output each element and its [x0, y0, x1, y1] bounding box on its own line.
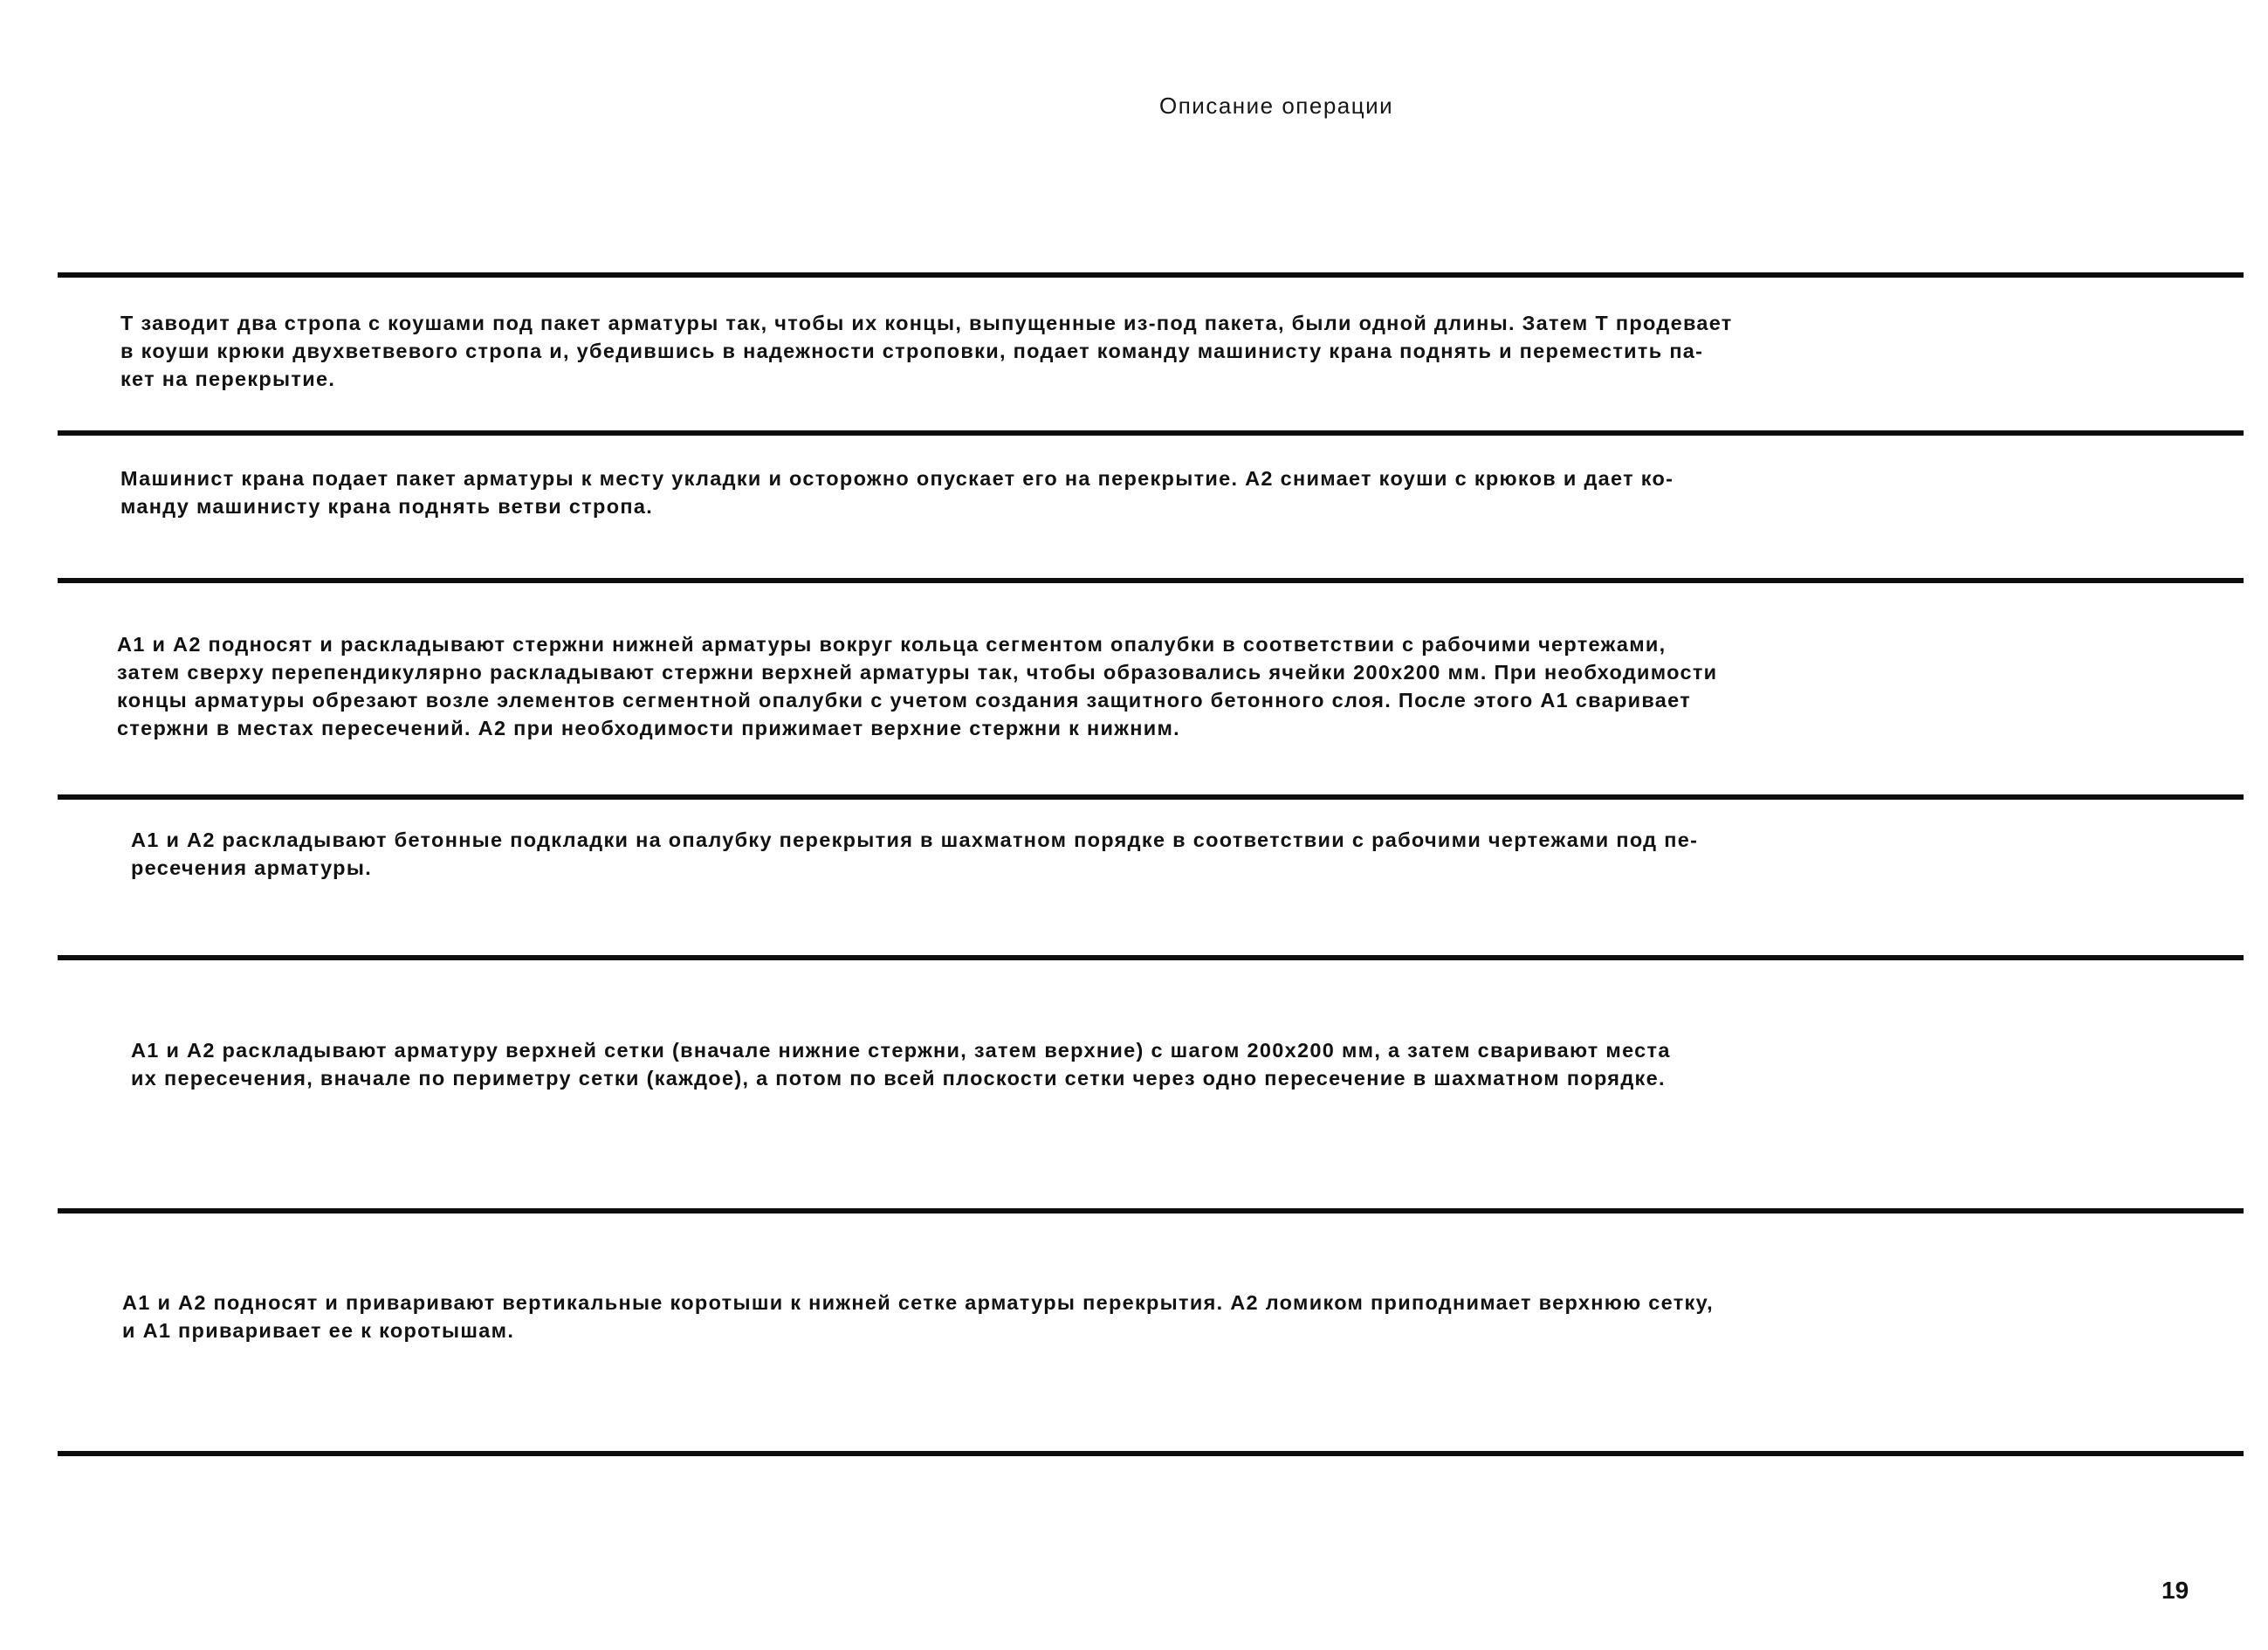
operation-text-line: Т заводит два стропа с коушами под пакет арматуры так, чтобы их концы, выпущенные из-под пакета, были одной длины. Затем Т продевает [120, 312, 1733, 334]
page-title: Описание операции [1159, 93, 1394, 119]
operation-text-line: их пересечения, вначале по периметру сетки (каждое), а потом по всей плоскости сетки через одно пересечение в шахматном порядке. [131, 1067, 1666, 1090]
divider-rule [58, 955, 2244, 960]
operation-text-line: А1 и А2 раскладывают бетонные подкладки на опалубку перекрытия в шахматном порядке в соответствии с рабочими чертежами под пе- [131, 828, 1699, 851]
operation-step-5 [131, 1036, 2104, 1092]
operation-step-3 [117, 630, 2090, 742]
divider-rule [58, 430, 2244, 436]
operation-text-line: в коуши крюки двухветвевого стропа и, убедившись в надежности строповки, подает команду машинисту крана поднять и переместить па- [120, 340, 1704, 362]
operation-text-line: манду машинисту крана поднять ветви стропа. [120, 495, 654, 518]
operation-text-line: стержни в местах пересечений. А2 при необходимости прижимает верхние стержни к нижним. [117, 717, 1180, 739]
operation-text-line: концы арматуры обрезают возле элементов сегментной опалубки с учетом создания защитного бетонного слоя. После этого А1 сваривает [117, 689, 1692, 712]
operation-text-line: и А1 приваривает ее к коротышам. [122, 1319, 515, 1342]
operation-text-line: А1 и А2 подносят и приваривают вертикальные коротыши к нижней сетке арматуры перекрытия. А2 ломиком приподнимает верхнюю сетку, [122, 1291, 1714, 1314]
divider-rule [58, 272, 2244, 278]
operation-text-line: затем сверху перепендикулярно раскладывают стержни верхней арматуры так, чтобы образовались ячейки 200х200 мм. При необходимости [117, 661, 1718, 684]
operation-step-6 [122, 1289, 2095, 1344]
operation-step-4 [131, 826, 2104, 882]
operation-step-1 [120, 309, 2093, 393]
divider-rule [58, 1208, 2244, 1213]
page-number: 19 [2161, 1577, 2189, 1604]
divider-rule [58, 794, 2244, 800]
operation-step-2 [120, 464, 2093, 520]
operation-text-line: А1 и А2 подносят и раскладывают стержни нижней арматуры вокруг кольца сегментом опалубки в соответствии с рабочими чертежами, [117, 633, 1667, 656]
operation-text-line: А1 и А2 раскладывают арматуру верхней сетки (вначале нижние стержни, затем верхние) с шагом 200х200 мм, а затем сваривают места [131, 1039, 1671, 1062]
divider-rule [58, 578, 2244, 583]
divider-rule [58, 1451, 2244, 1456]
operation-text-line: кет на перекрытие. [120, 368, 336, 390]
operation-text-line: ресечения арматуры. [131, 856, 373, 879]
operation-text-line: Машинист крана подает пакет арматуры к месту укладки и осторожно опускает его на перекрытие. А2 снимает коуши с крюков и дает ко- [120, 467, 1674, 490]
